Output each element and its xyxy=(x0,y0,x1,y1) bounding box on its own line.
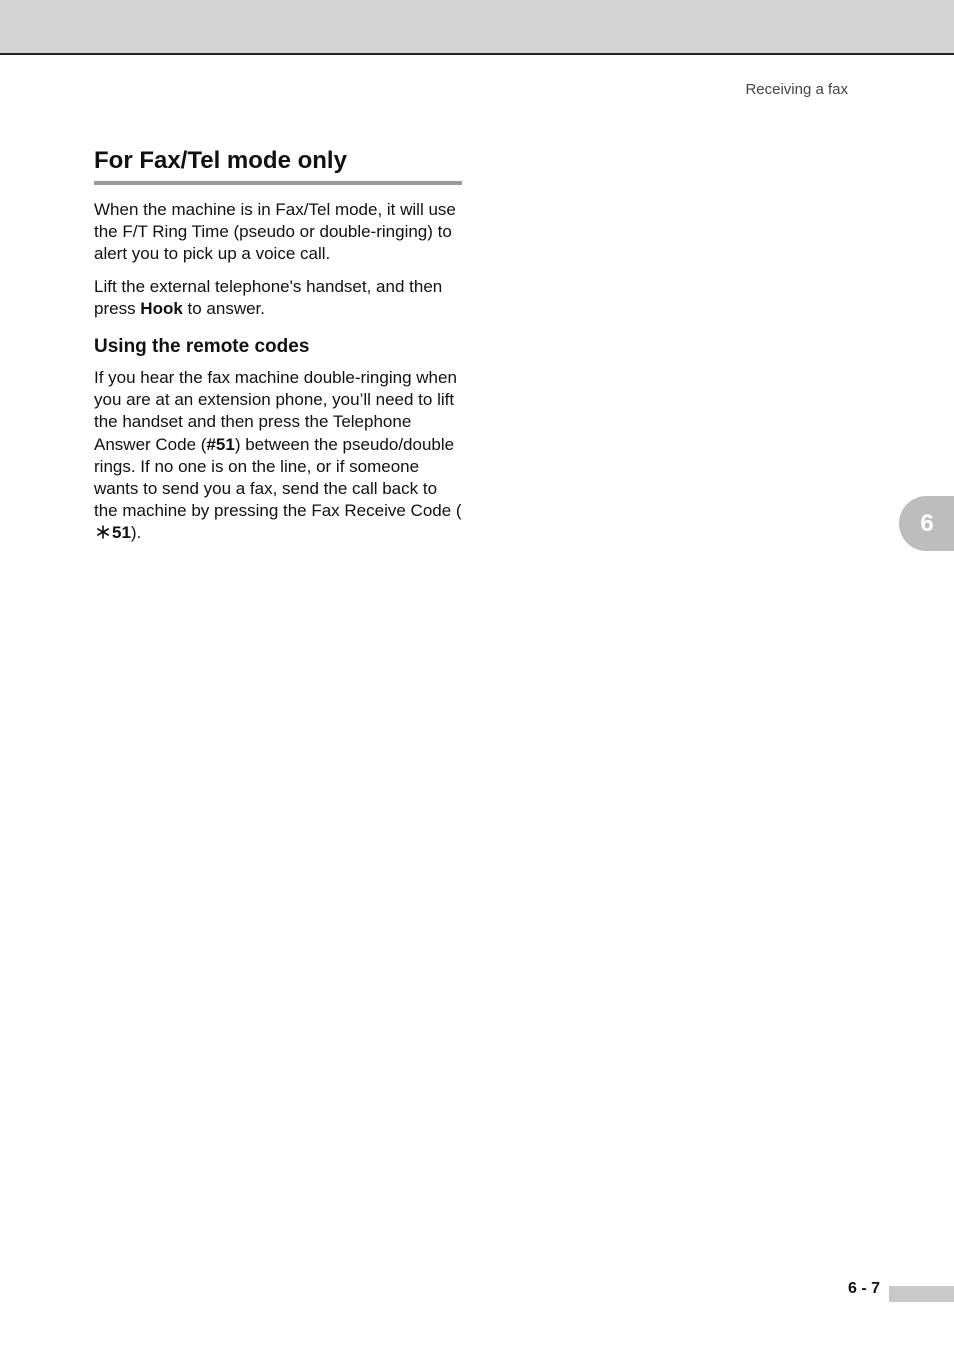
answer-text-before: Lift the external telephone's handset, and then press xyxy=(94,276,443,318)
fax-tel-paragraph: When the machine is in Fax/Tel mode, it will use the F/T Ring Time (pseudo or double-ringing) to alert you to pick up a voice call. xyxy=(94,200,456,264)
hook-key-label: Hook xyxy=(140,298,183,318)
page-number-bar xyxy=(889,1286,954,1302)
remote-text-part1: If you hear the fax machine double-ringing when you are at an extension phone, you’ll need to lift the handset and then press the Telephone Answer Code ( xyxy=(94,368,457,454)
fax-receive-code: 51 xyxy=(112,523,131,543)
answer-instruction-paragraph xyxy=(94,276,462,320)
remote-text-part2: ) between the pseudo/double rings. If no one is on the line, or if someone wants to send you a fax, send the call back to the machine by pressing the Fax Receive Code ( xyxy=(94,434,462,521)
asterisk-icon xyxy=(95,524,111,540)
remote-codes-paragraph xyxy=(94,367,462,545)
page-number: 6 - 7 xyxy=(847,1280,880,1297)
answer-text-after: to answer. xyxy=(182,298,266,318)
top-header-band xyxy=(0,0,954,55)
running-header: Receiving a fax xyxy=(745,81,848,98)
telephone-answer-code: #51 xyxy=(206,434,235,454)
chapter-number: 6 xyxy=(920,510,934,537)
subsection-title: Using the remote codes xyxy=(94,336,310,358)
main-content xyxy=(94,144,462,545)
section-title: For Fax/Tel mode only xyxy=(94,144,462,185)
remote-text-part3: ). xyxy=(130,523,142,543)
chapter-tab xyxy=(899,496,954,551)
